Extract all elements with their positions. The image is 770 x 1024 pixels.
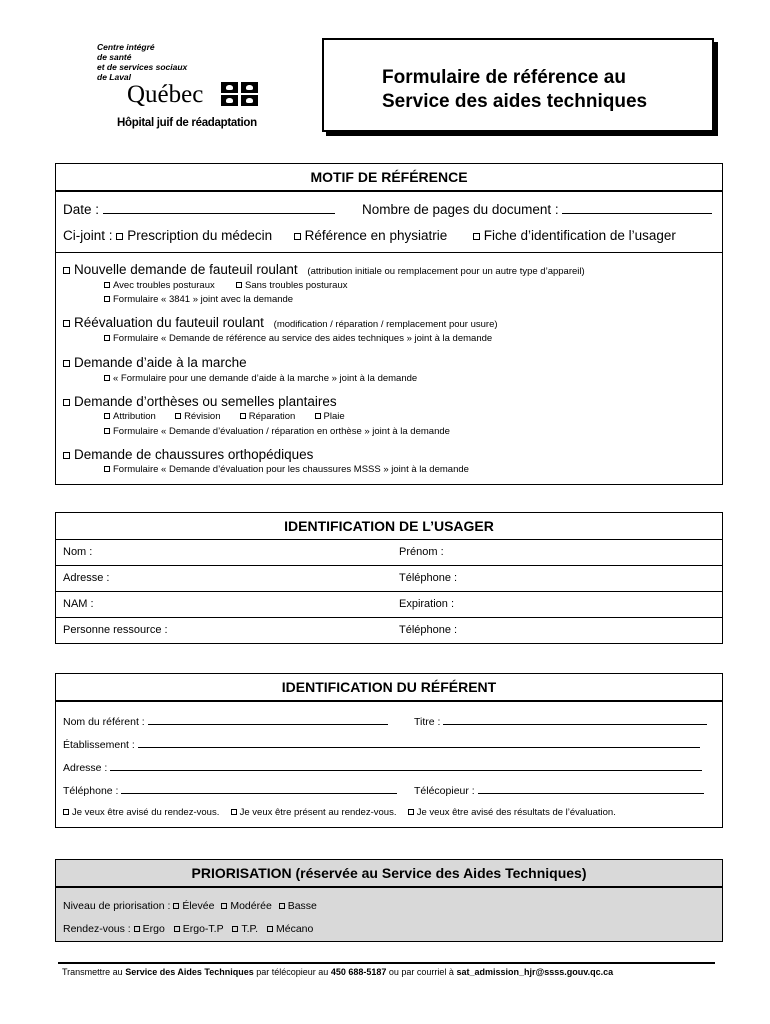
hospital-name: Hôpital juif de réadaptation xyxy=(117,117,257,129)
checkbox[interactable] xyxy=(63,399,70,406)
etablissement-field[interactable]: Établissement : xyxy=(63,737,700,751)
checkbox[interactable] xyxy=(174,926,180,932)
pages-field[interactable]: Nombre de pages du document : xyxy=(362,202,712,217)
checkbox[interactable] xyxy=(173,903,179,909)
checkbox[interactable] xyxy=(267,926,273,932)
checkbox[interactable] xyxy=(104,413,110,419)
checkbox[interactable] xyxy=(104,428,110,434)
section-heading: IDENTIFICATION DU RÉFÉRENT xyxy=(56,674,722,702)
checkbox[interactable] xyxy=(63,452,70,459)
checkbox[interactable] xyxy=(231,809,237,815)
table-row: NAM : Expiration : xyxy=(56,591,722,618)
item-aide-marche: Demande d’aide à la marche xyxy=(63,355,247,370)
item-nouvelle-demande: Nouvelle demande de fauteuil roulant (attribution initiale ou remplacement pour un autre type d’appareil) xyxy=(63,262,585,277)
nom-referent-field[interactable]: Nom du référent : xyxy=(63,714,388,728)
date-field[interactable]: Date : xyxy=(63,202,335,217)
quebec-logo-text: Québec xyxy=(127,81,204,108)
checkbox[interactable] xyxy=(104,296,110,302)
checkbox[interactable] xyxy=(63,360,70,367)
checkbox[interactable] xyxy=(236,282,242,288)
checkbox[interactable] xyxy=(240,413,246,419)
section-priorisation xyxy=(55,859,723,942)
checkbox[interactable] xyxy=(221,903,227,909)
section-referent xyxy=(55,673,723,828)
organization-name: Centre intégré de santé et de services sociaux de Laval xyxy=(97,42,188,82)
form-title: Formulaire de référence au Service des aides techniques xyxy=(382,67,648,112)
section-heading: IDENTIFICATION DE L’USAGER xyxy=(284,518,494,534)
checkbox[interactable] xyxy=(104,466,110,472)
checkbox[interactable] xyxy=(104,375,110,381)
checkbox[interactable] xyxy=(104,282,110,288)
section-motif: MOTIF DE RÉFÉRENCE Date : Nombre de pages du document : Ci-joint : Prescription du médecin Référence en physiatrie Fiche d’identification de l’usager Nouvelle demande de fauteuil roulant (attribution initiale ou remplacement pour un autre type d’appareil) Avec troubles posturaux Sans troubles posturaux Formulaire « 3841 » joint avec la demande Réévaluation du fauteuil roulant (modification / réparation / remplacement pour usure) Formulaire « Demande de référence au service des aides techniques » joint à la demande Demande d’aide à la marche « Formulaire pour une demande d’aide à la marche » joint à la demande Demande d’orthèses ou semelles plantaires Attribution Révision Réparation Plaie Formulaire « Demande d’évaluation / réparation en orthèse » joint à la demande Demande de chaussures orthopédiques Formulaire « Demande d’évaluation pour les chaussures MSSS » joint à la demande xyxy=(55,163,723,485)
checkbox[interactable] xyxy=(63,809,69,815)
checkbox[interactable] xyxy=(63,320,70,327)
checkbox[interactable] xyxy=(104,335,110,341)
rendez-vous-row: Rendez-vous : Ergo Ergo-T.P T.P. Mécano xyxy=(63,923,314,935)
niveau-row: Niveau de priorisation : Élevée Modérée Basse xyxy=(63,900,317,912)
item-ortheses: Demande d’orthèses ou semelles plantaires xyxy=(63,394,337,409)
adresse-field[interactable]: Adresse : xyxy=(63,760,702,774)
table-row: Personne ressource : Téléphone : xyxy=(56,617,722,644)
telecopieur-field[interactable]: Télécopieur : xyxy=(414,783,704,797)
table-row: Adresse : Téléphone : xyxy=(56,565,722,592)
checkbox[interactable] xyxy=(63,267,70,274)
checkbox[interactable] xyxy=(315,413,321,419)
titre-field[interactable]: Titre : xyxy=(414,714,707,728)
section-heading: MOTIF DE RÉFÉRENCE xyxy=(56,164,722,192)
checkbox[interactable] xyxy=(279,903,285,909)
checkbox[interactable] xyxy=(116,233,123,240)
footer-divider xyxy=(58,962,715,964)
section-usager xyxy=(55,512,723,644)
table-row: Nom : Prénom : xyxy=(56,539,722,566)
form-title-box xyxy=(322,38,714,132)
telephone-field[interactable]: Téléphone : xyxy=(63,783,397,797)
checkbox[interactable] xyxy=(175,413,181,419)
checkbox[interactable] xyxy=(232,926,238,932)
email-link[interactable]: sat_admission_hjr@ssss.gouv.qc.ca xyxy=(456,967,614,977)
footer-note: Transmettre au Service des Aides Techniques par télécopieur au 450 688-5187 ou par courriel à sat_admission_hjr@ssss.gouv.qc.ca xyxy=(62,967,614,977)
checkbox[interactable] xyxy=(134,926,140,932)
cijoint-row: Ci-joint : Prescription du médecin Référence en physiatrie Fiche d’identification de l’usager xyxy=(63,228,676,243)
referent-checks: Je veux être avisé du rendez-vous. Je veux être présent au rendez-vous. Je veux être avisé des résultats de l’évaluation. xyxy=(63,807,616,818)
checkbox[interactable] xyxy=(294,233,301,240)
quebec-flag-icon xyxy=(221,82,259,106)
item-reevaluation: Réévaluation du fauteuil roulant (modification / réparation / remplacement pour usure) xyxy=(63,315,498,330)
checkbox[interactable] xyxy=(408,809,414,815)
checkbox[interactable] xyxy=(473,233,480,240)
item-chaussures: Demande de chaussures orthopédiques xyxy=(63,447,313,462)
section-heading: PRIORISATION (réservée au Service des Aides Techniques) xyxy=(56,860,722,888)
